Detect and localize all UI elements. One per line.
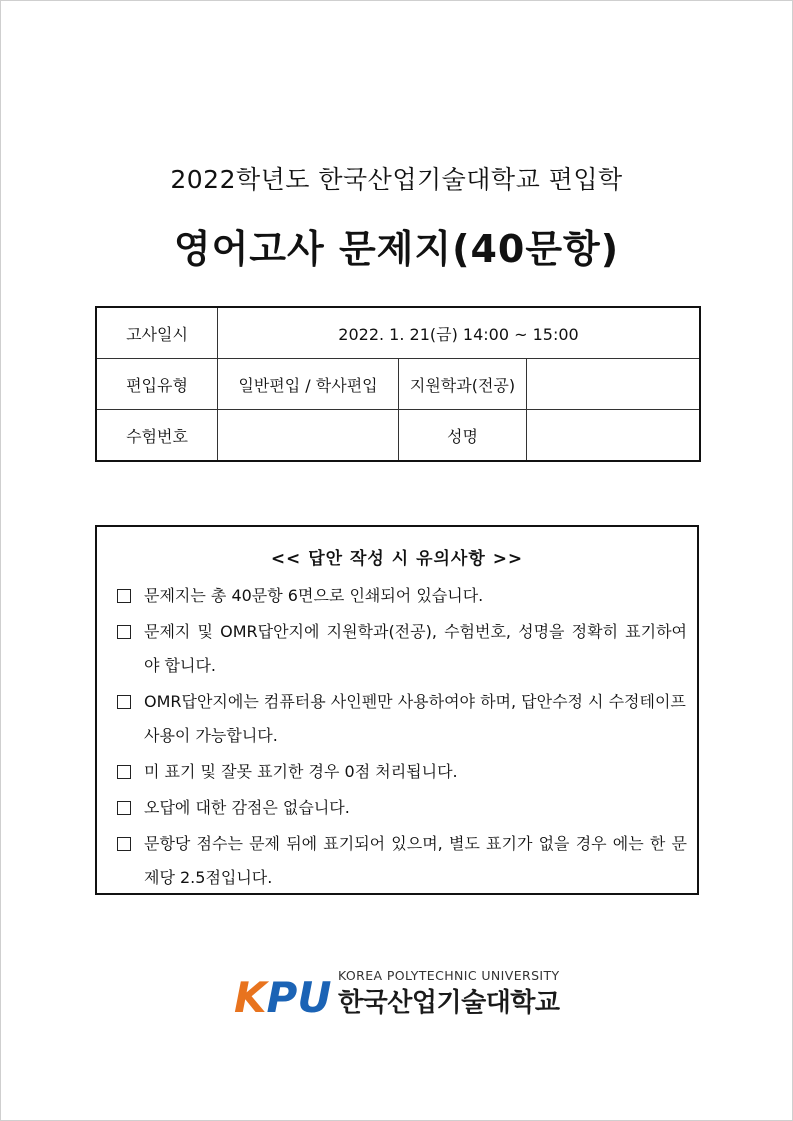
exam-no-field[interactable]	[218, 410, 399, 462]
checkbox-square-icon	[117, 765, 131, 779]
name-field[interactable]	[527, 410, 701, 462]
list-item	[117, 791, 687, 825]
notice-item-text: 오답에 대한 감점은 없습니다.	[144, 798, 350, 817]
checkbox-square-icon	[117, 589, 131, 603]
notice-item-text: 문항당 점수는 문제 뒤에 표기되어 있으며, 별도 표기가 없을 경우 에는 한 문제당 2.5점입니다.	[144, 834, 687, 887]
exam-title: 영어고사 문제지(40문항)	[173, 227, 620, 271]
checkbox-square-icon	[117, 801, 131, 815]
dept-label: 지원학과(전공)	[399, 359, 527, 410]
notice-item-text: 문제지 및 OMR답안지에 지원학과(전공), 수험번호, 성명을 정확히 표기하여야 합니다.	[144, 622, 687, 675]
notice-item-text: 문제지는 총 40문항 6면으로 인쇄되어 있습니다.	[144, 586, 484, 605]
table-row	[96, 410, 700, 462]
list-item	[117, 755, 687, 789]
kpu-pu: PU	[266, 973, 332, 1018]
kpu-mark-k	[234, 973, 331, 1018]
list-item	[117, 615, 687, 683]
exam-info-table	[95, 306, 701, 462]
date-value: 2022. 1. 21(금) 14:00 ~ 15:00	[218, 307, 701, 359]
logo-english-name: KOREA POLYTECHNIC UNIVERSITY	[338, 968, 560, 983]
type-label: 편입유형	[96, 359, 218, 410]
table-row	[96, 359, 700, 410]
list-item	[117, 827, 687, 895]
list-item	[117, 685, 687, 753]
table-row	[96, 307, 700, 359]
exam-subtitle: 2022학년도 한국산업기술대학교 편입학	[170, 165, 623, 194]
kpu-k: K	[234, 973, 267, 1018]
notice-title: << 답안 작성 시 유의사항 >>	[270, 549, 524, 569]
checkbox-square-icon	[117, 695, 131, 709]
name-label: 성명	[399, 410, 527, 462]
list-item	[117, 579, 687, 613]
notice-box	[95, 525, 699, 895]
kpu-logo-icon	[232, 968, 336, 1018]
checkbox-square-icon	[117, 625, 131, 639]
type-value: 일반편입 / 학사편입	[218, 359, 399, 410]
notice-item-text: 미 표기 및 잘못 표기한 경우 0점 처리됩니다.	[144, 762, 458, 781]
dept-value-field[interactable]	[527, 359, 701, 410]
exam-no-label: 수험번호	[96, 410, 218, 462]
notice-list	[117, 579, 687, 897]
university-logo	[232, 968, 572, 1018]
date-label: 고사일시	[96, 307, 218, 359]
notice-item-text: OMR답안지에는 컴퓨터용 사인펜만 사용하여야 하며, 답안수정 시 수정테이프 사용이 가능합니다.	[144, 692, 686, 745]
checkbox-square-icon	[117, 837, 131, 851]
logo-korean-name: 한국산업기술대학교	[338, 988, 560, 1018]
